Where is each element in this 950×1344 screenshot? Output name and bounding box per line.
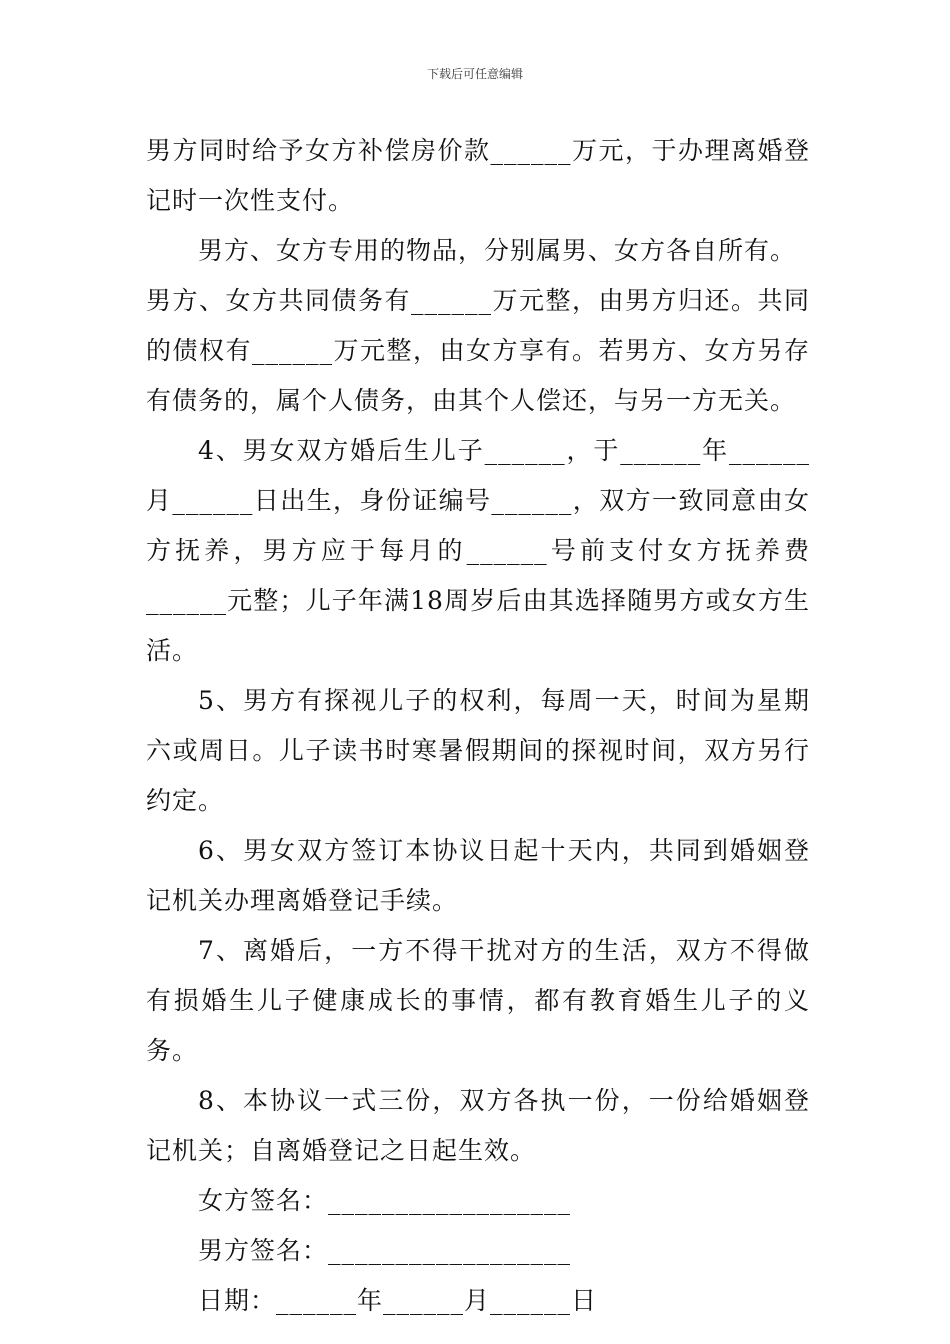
- paragraph-registration: 6、男女双方签订本协议日起十天内，共同到婚姻登记机关办理离婚登记手续。: [146, 836, 810, 915]
- paragraph-non-interference: 7、离婚后，一方不得干扰对方的生活，双方不得做有损婚生儿子健康成长的事情，都有教育婚生儿子的义务。: [146, 936, 810, 1065]
- paragraph-copies: 8、本协议一式三份，双方各执一份，一份给婚姻登记机关；自离婚登记之日起生效。: [146, 1086, 810, 1165]
- paragraph-visitation: 5、男方有探视儿子的权利，每周一天，时间为星期六或周日。儿子读书时寒暑假期间的探视时间，双方另行约定。: [146, 686, 810, 815]
- female-signature-line: 女方签名：__________________: [198, 1186, 572, 1215]
- paragraph-debts: 男方、女方共同债务有______万元整，由男方归还。共同的债权有______万元整，由女方享有。若男方、女方另存有债务的，属个人债务，由其个人偿还，与另一方无关。: [146, 286, 810, 415]
- paragraph-child-custody: 4、男女双方婚后生儿子______，于______年______月______日出生，身份证编号______，双方一致同意由女方抚养，男方应于每月的______号前支付女方抚养费______元整；儿子年满18周岁后由其选择随男方或女方生活。: [146, 436, 810, 665]
- male-signature-line: 男方签名：__________________: [198, 1236, 572, 1265]
- paragraph-compensation: 男方同时给予女方补偿房价款______万元，于办理离婚登记时一次性支付。: [146, 136, 810, 215]
- header-note: 下载后可任意编辑: [426, 67, 523, 81]
- date-line: 日期：______年______月______日: [198, 1286, 598, 1315]
- agreement-body: [146, 126, 810, 1326]
- paragraph-personal-items: 男方、女方专用的物品，分别属男、女方各自所有。: [198, 236, 797, 265]
